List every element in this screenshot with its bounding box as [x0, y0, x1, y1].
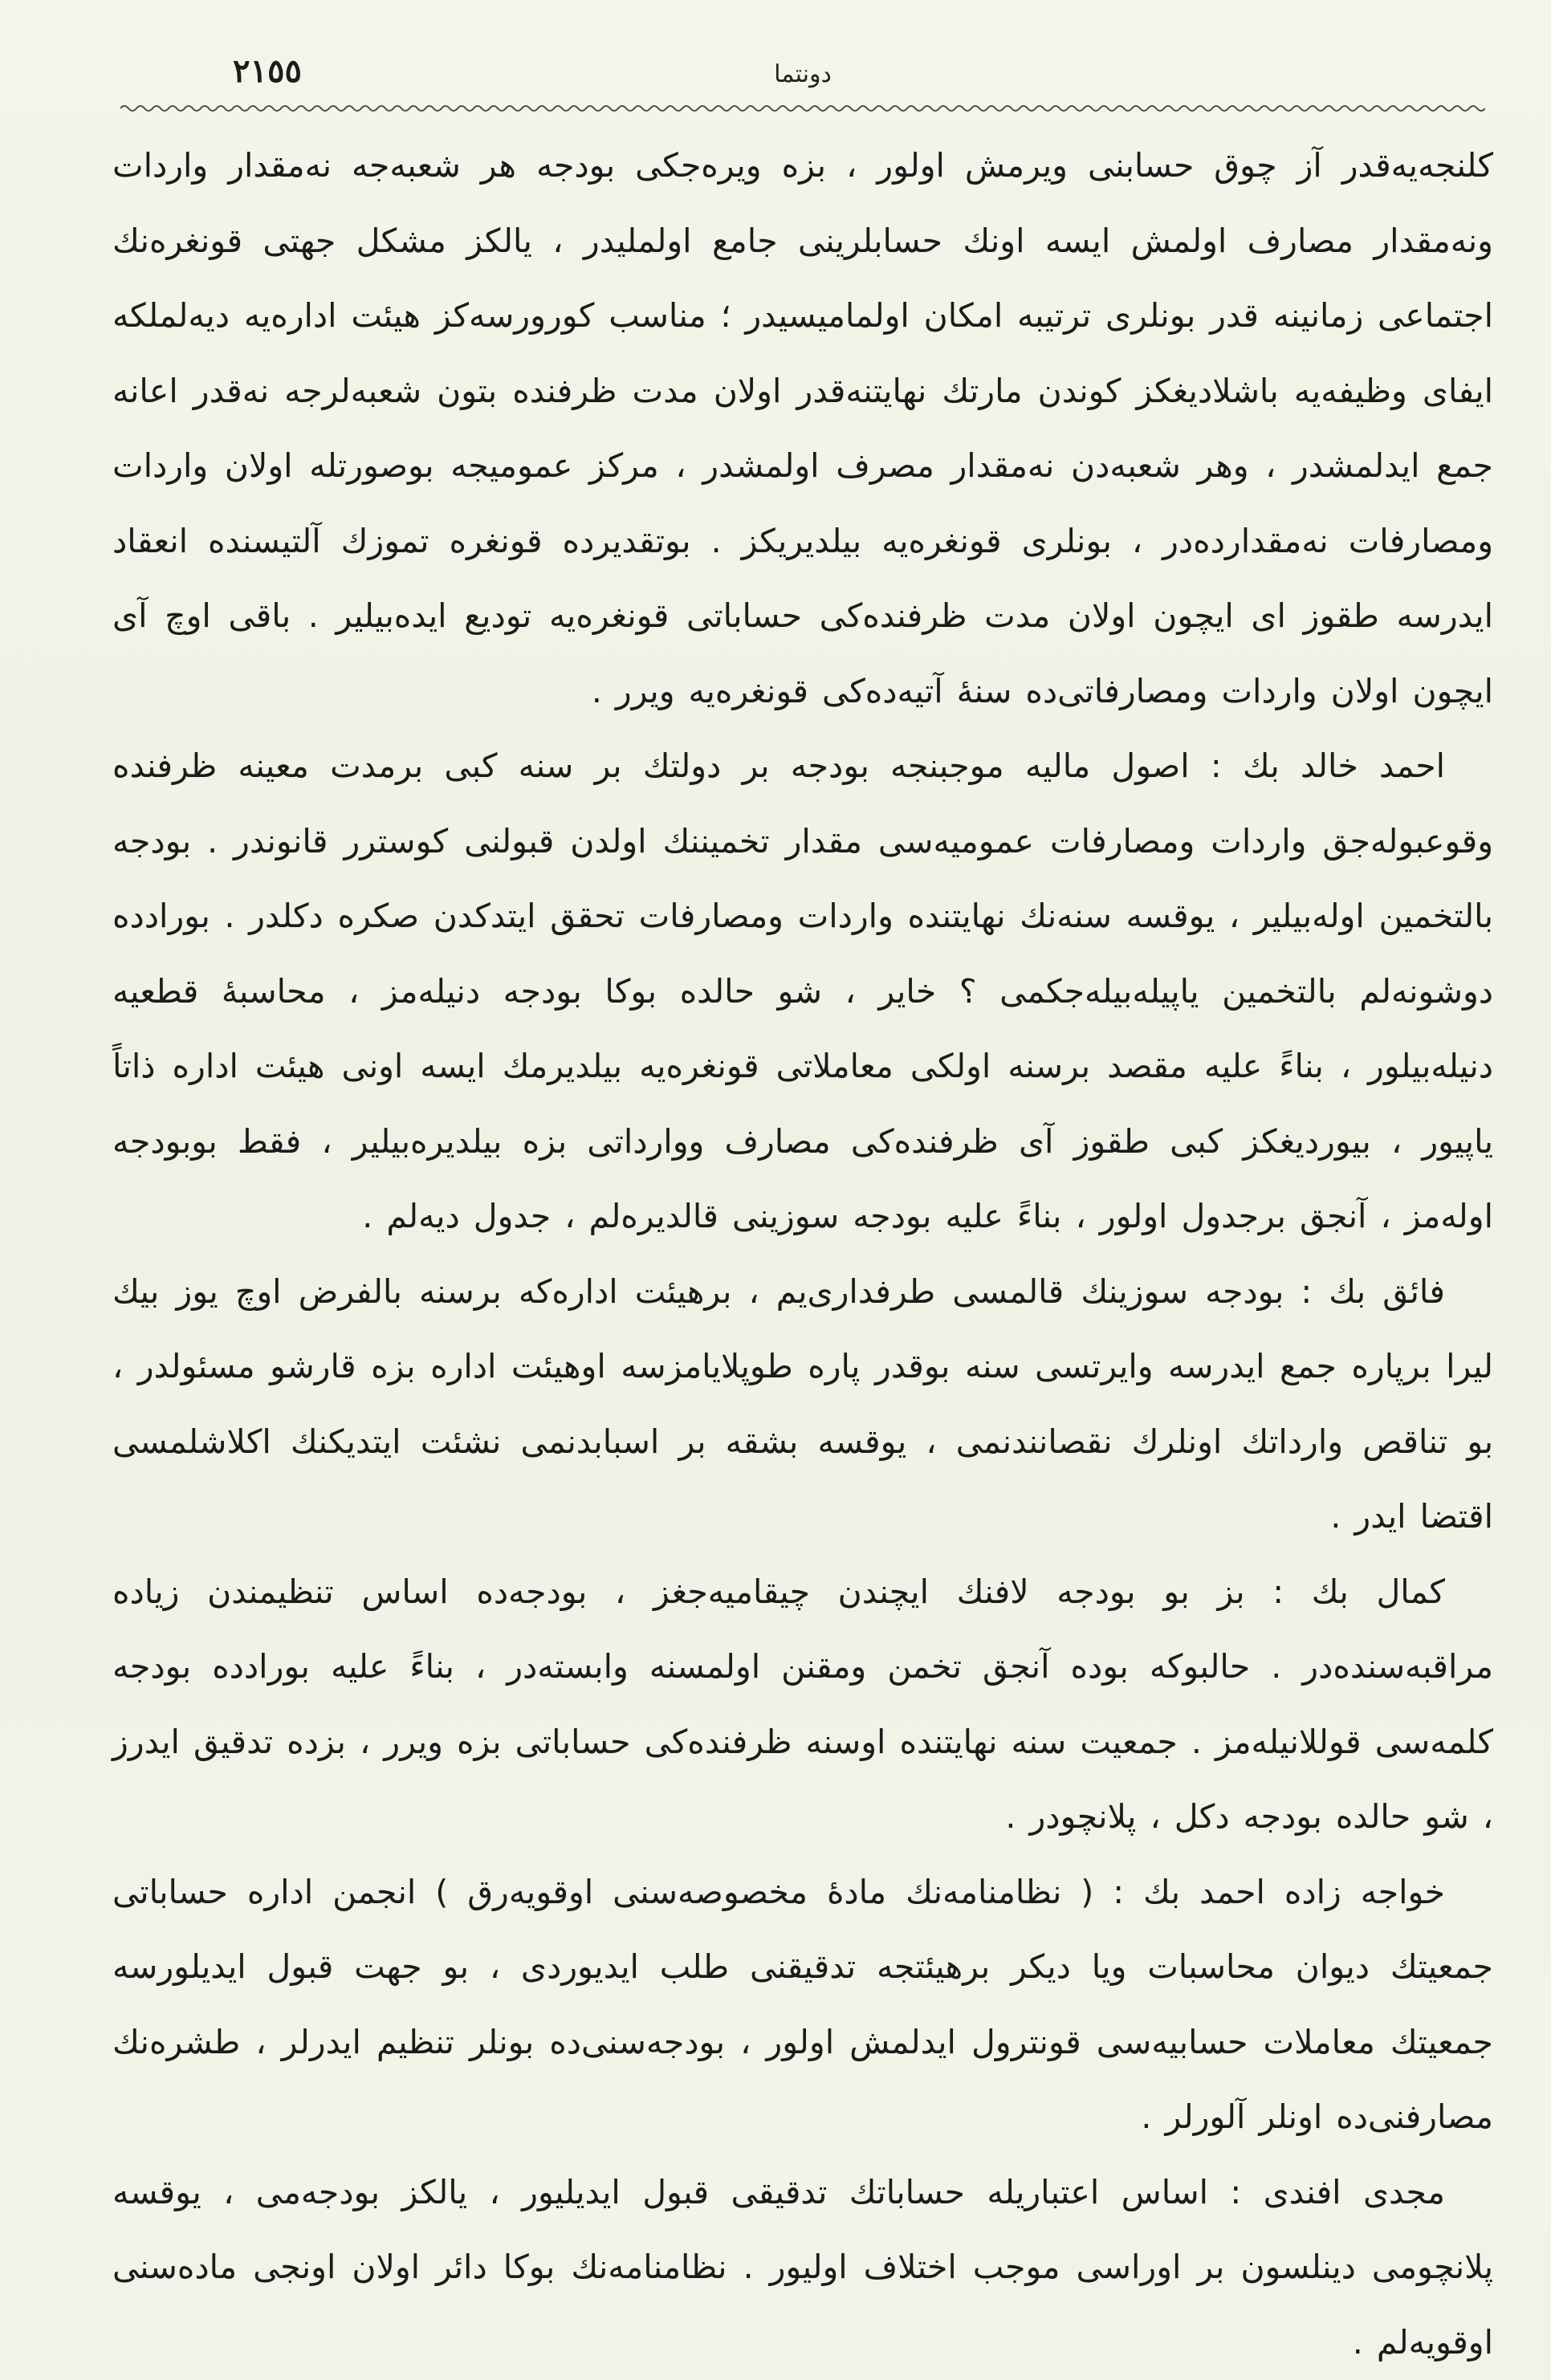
decorative-wavy-rule [120, 102, 1485, 115]
paragraph-2 [112, 729, 1493, 1255]
speaker-name: فائق بك : [1301, 1272, 1445, 1311]
paragraph-3 [112, 1255, 1493, 1555]
paragraph-text: اساس اعتباريله حساباتك تدقيقى قبول ايديليور ، يالكز بودجه‌مى ، يوقسه پلانچومى دينلسون بر اوراسى موجب اختلاف اوليور . نظامنامه‌نك بوكا دائر اولان اونجى ماده‌سنى اوقويه‌لم . [112, 2173, 1493, 2362]
speaker-name: كمال بك : [1272, 1572, 1445, 1611]
paragraph-1 [112, 128, 1493, 729]
speaker-name: مجدى افندى : [1230, 2173, 1445, 2211]
speaker-name: احمد خالد بك : [1211, 747, 1445, 785]
paragraph-6 [112, 2155, 1493, 2380]
paragraph-4 [112, 1555, 1493, 1855]
paragraph-text: بودجه سوزينك قالمسى طرفدارى‌يم ، برهيئت اداره‌كه برسنه بالفرض اوچ يوز بيك ليرا برپاره جمع ايدرسه وايرتسى سنه بوقدر پاره طوپلايامزسه اوهيئت اداره بزه قارشو مسئولدر ، بو تناقص وارداتك اونلرك نقصانندنمى ، يوقسه بشقه بر اسبابدنمى نشئت ايتديكنك اكلاشلمسى اقتضا ايدر . [112, 1272, 1493, 1536]
speaker-name: خواجه زاده احمد بك : [1113, 1873, 1445, 1911]
page-number: ٢١٥٥ [233, 52, 302, 90]
page-header [0, 44, 1551, 108]
body-text [112, 128, 1493, 2135]
paragraph-text: بز بو بودجه لافنك ايچندن چيقاميه‌جغز ، بودجه‌ده اساس تنظيمندن زياده مراقبه‌سنده‌در . حالبوكه بوده آنجق تخمن ومقنن اولمسنه وابسته‌در ، بناءً عليه بورادده بودجه كلمه‌سى قوللانيله‌مز . جمعيت سنه نهايتنده اوسنه ظرفنده‌كى حساباتى بزه ويرر ، بزده تدقيق ايدرز ، شو حالده بودجه دكل ، پلانچودر . [112, 1572, 1493, 1837]
paragraph-text: اصول ماليه موجبنجه بودجه بر دولتك بر سنه كبى برمدت معينه ظرفنده وقوعبوله‌جق واردات ومصارفات عموميه‌سى مقدار تخميننك اولدن قبولنى كوسترر قانوندر . بودجه بالتخمين اوله‌بيلير ، يوقسه سنه‌نك نهايتنده واردات ومصارفات تحقق ايتدكدن صكره دكلدر . بورادده دوشونه‌لم بالتخمين ياپيله‌بيله‌جكمى ؟ خاير ، شو حالده بوكا بودجه دنيله‌مز ، محاسبهٔ قطعيه دنيله‌بيلور ، بناءً عليه مقصد برسنه اولكى معاملاتى قونغره‌يه بيلديرمك ايسه اونى هيئت اداره ذاتاً ياپيور ، بيورديغكز كبى طقوز آى ظرفنده‌كى مصارف ووارداتى بزه بيلديره‌بيلير ، فقط بوبودجه اوله‌مز ، آنجق برجدول اولور ، بناءً عليه بودجه سوزينى قالديره‌لم ، جدول ديه‌لم . [112, 747, 1493, 1235]
paragraph-5 [112, 1855, 1493, 2155]
running-title: دونتما [739, 60, 867, 88]
paragraph-text: كلنجه‌يه‌قدر آز چوق حسابنى ويرمش اولور ، بزه ويره‌جكى بودجه هر شعبه‌جه نه‌مقدار واردات ونه‌مقدار مصارف اولمش ايسه اونك حسابلرينى جامع اولمليدر ، يالكز مشكل جهتى قونغره‌نك اجتماعى زمانينه قدر بونلرى ترتيبه امكان اولماميسيدر ؛ مناسب كورورسه‌كز هيئت اداره‌يه ديه‌لملكه ايفاى وظيفه‌يه باشلاديغكز كوندن مارتك نهايتنه‌قدر اولان مدت ظرفنده بتون شعبه‌لرجه نه‌قدر اعانه جمع ايدلمشدر ، وهر شعبه‌دن نه‌مقدار مصرف اولمشدر ، مركز عموميجه بوصورتله اولان واردات ومصارفات نه‌مقدارده‌در ، بونلرى قونغره‌يه بيلديريكز . بوتقديرده قونغره تموزك آلتيسنده انعقاد ايدرسه طقوز اى ايچون اولان مدت ظرفنده‌كى حساباتى قونغره‌يه توديع ايده‌بيلير . باقى اوچ آى ايچون اولان واردات ومصارفاتى‌ده سنهٔ آتيه‌ده‌كى قونغره‌يه ويرر . [112, 146, 1493, 710]
paragraph-text: ( نظامنامه‌نك مادهٔ مخصوصه‌سنى اوقويه‌رق ) انجمن اداره حساباتى جمعيتك ديوان محاسبات ويا ديكر برهيئتجه تدقيقنى طلب ايديوردى ، بو جهت قبول ايديلورسه جمعيتك معاملات حسابيه‌سى قونترول ايدلمش اولور ، بودجه‌سنى‌ده بونلر تنظيم ايدرلر ، طشره‌نك مصارفنى‌ده اونلر آلورلر . [112, 1873, 1493, 2137]
